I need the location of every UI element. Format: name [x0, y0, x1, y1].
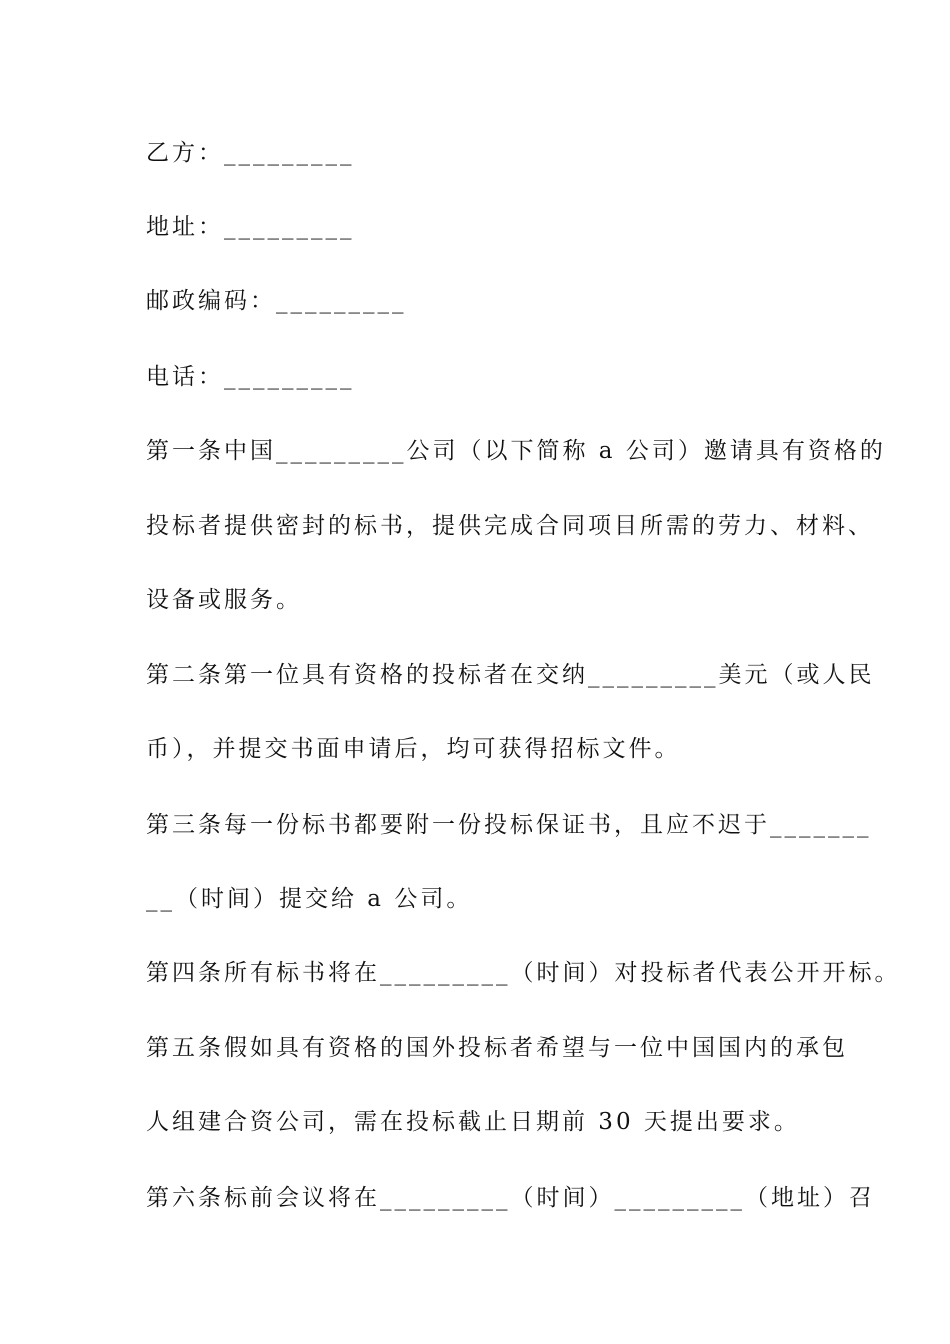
postal-code-line: 邮政编码：_________	[146, 288, 407, 314]
article-1-line-3: 设备或服务。	[146, 587, 302, 613]
article-3-line-2: __（时间）提交给 a 公司。	[146, 886, 473, 912]
article-2-line-2: 币），并提交书面申请后，均可获得招标文件。	[146, 736, 681, 762]
article-5-line-1: 第五条假如具有资格的国外投标者希望与一位中国国内的承包	[146, 1035, 848, 1061]
article-5-line-2: 人组建合资公司，需在投标截止日期前 30 天提出要求。	[146, 1109, 800, 1135]
article-1-line-1: 第一条中国_________公司（以下简称 a 公司）邀请具有资格的	[146, 438, 886, 464]
article-2-line-1: 第二条第一位具有资格的投标者在交纳_________美元（或人民	[146, 662, 875, 688]
article-4-line-1: 第四条所有标书将在_________（时间）对投标者代表公开开标。	[146, 960, 901, 986]
party-b-line: 乙方：_________	[146, 140, 355, 166]
phone-line: 电话：_________	[146, 364, 355, 390]
address-line: 地址：_________	[146, 214, 355, 240]
article-3-line-1: 第三条每一份标书都要附一份投标保证书，且应不迟于_______	[146, 812, 872, 838]
article-1-line-2: 投标者提供密封的标书，提供完成合同项目所需的劳力、材料、	[146, 513, 874, 539]
article-6-line-1: 第六条标前会议将在_________（时间）_________（地址）召	[146, 1185, 875, 1211]
